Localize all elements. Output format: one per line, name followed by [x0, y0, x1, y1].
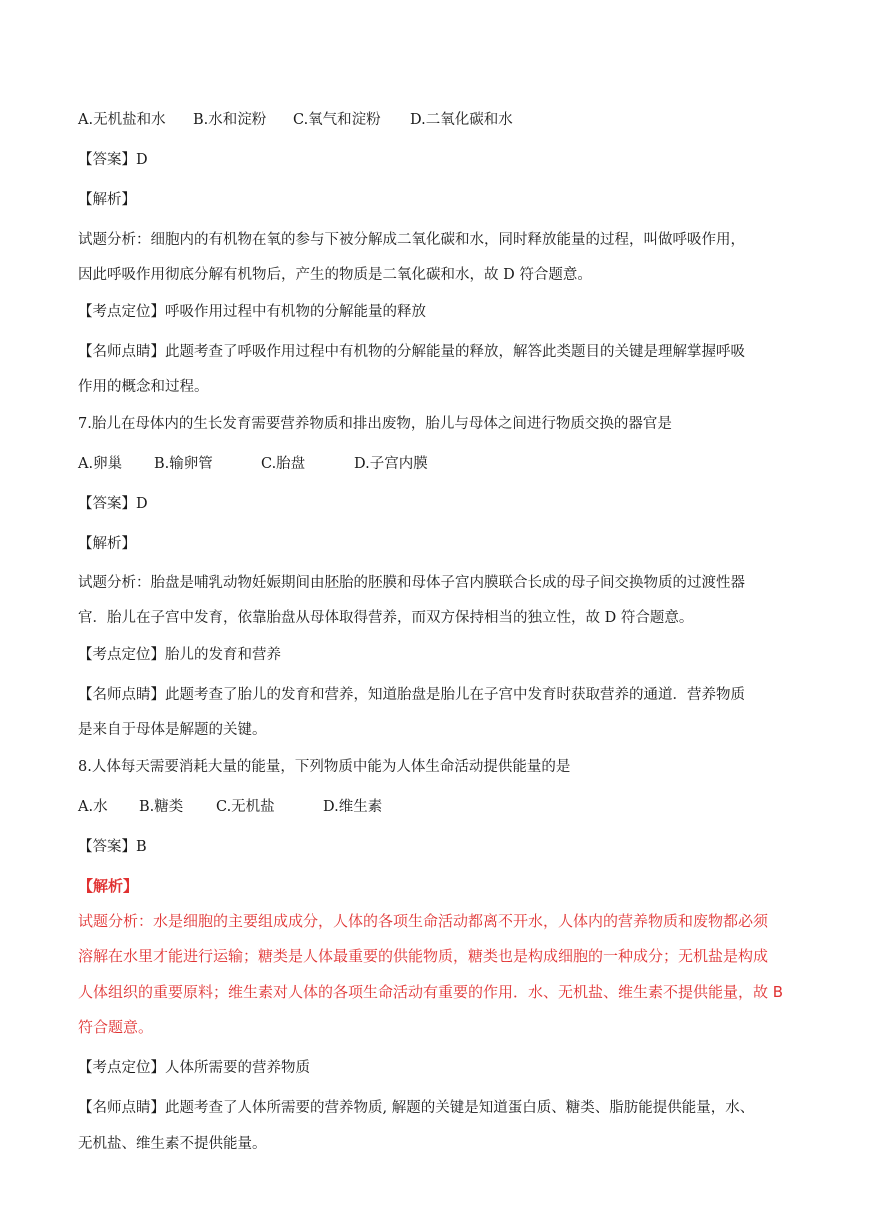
- q8-analysis-line-4: 符合题意。: [78, 1018, 154, 1036]
- q6-analysis-line-1: 试题分析：细胞内的有机物在氧的参与下被分解成二氧化碳和水，同时释放能量的过程，叫做呼吸作用，: [78, 232, 745, 248]
- q6-mingshi-label: 【名师点睛】: [78, 344, 165, 360]
- q7-kaodian: [78, 645, 281, 665]
- q7-mingshi-line-2: 是来自于母体是解题的关键。: [78, 722, 267, 738]
- q8-answer-value: B: [136, 839, 147, 855]
- q8-analysis-line-1: 试题分析：水是细胞的主要组成成分，人体的各项生命活动都离不开水，人体内的营养物质和废物都必须: [78, 912, 769, 930]
- q7-answer: [78, 494, 148, 514]
- q8-option-d: D.维生素: [323, 799, 383, 815]
- q8-kaodian-label: 【考点定位】: [78, 1060, 165, 1076]
- q7-kaodian-label: 【考点定位】: [78, 647, 165, 663]
- q6-kaodian-text: 呼吸作用过程中有机物的分解能量的释放: [165, 304, 426, 320]
- q6-analysis-line-2: 因此呼吸作用彻底分解有机物后，产生的物质是二氧化碳和水，故 D 符合题意。: [78, 267, 592, 283]
- q7-kaodian-text: 胎儿的发育和营养: [165, 647, 281, 663]
- q7-question: 7.胎儿在母体内的生长发育需要营养物质和排出废物，胎儿与母体之间进行物质交换的器官是: [78, 416, 672, 432]
- q7-answer-label: 【答案】: [78, 496, 136, 512]
- q7-mingshi-line-1: 此题考查了胎儿的发育和营养，知道胎盘是胎儿在子宫中发育时获取营养的通道．营养物质: [165, 687, 745, 703]
- q7-analysis-line-1: 试题分析：胎盘是哺乳动物妊娠期间由胚胎的胚膜和母体子宫内膜联合长成的母子间交换物质的过渡性器: [78, 575, 745, 591]
- q6-mingshi: [78, 342, 745, 362]
- q8-mingshi: [78, 1098, 754, 1118]
- q8-mingshi-line-2: 无机盐、维生素不提供能量。: [78, 1136, 267, 1152]
- q6-options: [78, 110, 513, 130]
- q7-option-c: C.胎盘: [261, 456, 306, 472]
- q8-kaodian: [78, 1058, 310, 1078]
- q8-answer-label: 【答案】: [78, 839, 136, 855]
- q8-kaodian-text: 人体所需要的营养物质: [165, 1060, 310, 1076]
- q7-option-a: A.卵巢: [78, 456, 123, 472]
- q6-kaodian: [78, 302, 426, 322]
- q7-mingshi-label: 【名师点睛】: [78, 687, 165, 703]
- q8-answer: [78, 837, 147, 857]
- q8-option-b: B.糖类: [139, 799, 184, 815]
- q7-option-d: D.子宫内膜: [354, 456, 428, 472]
- q8-question: 8.人体每天需要消耗大量的能量，下列物质中能为人体生命活动提供能量的是: [78, 759, 571, 775]
- q7-analysis-line-2: 官．胎儿在子宫中发育，依靠胎盘从母体取得营养，而双方保持相当的独立性，故 D 符合题意。: [78, 610, 694, 626]
- q8-mingshi-label: 【名师点睛】: [78, 1100, 165, 1116]
- q6-option-b: B.水和淀粉: [193, 112, 267, 128]
- q6-analysis-label: 【解析】: [78, 192, 136, 208]
- q8-analysis-line-2: 溶解在水里才能进行运输；糖类是人体最重要的供能物质，糖类也是构成细胞的一种成分；无机盐是构成: [78, 947, 769, 965]
- q8-analysis-label: 【解析】: [78, 877, 139, 895]
- q8-options: [78, 797, 382, 817]
- q6-mingshi-line-2: 作用的概念和过程。: [78, 379, 209, 395]
- q6-answer: [78, 150, 148, 170]
- q7-analysis-label: 【解析】: [78, 536, 136, 552]
- q7-option-b: B.输卵管: [154, 456, 213, 472]
- q6-option-c: C.氧气和淀粉: [293, 112, 381, 128]
- q8-analysis-line-3: 人体组织的重要原料；维生素对人体的各项生命活动有重要的作用．水、无机盐、维生素不提供能量，故 B: [78, 983, 784, 1001]
- q6-mingshi-line-1: 此题考查了呼吸作用过程中有机物的分解能量的释放，解答此类题目的关键是理解掌握呼吸: [165, 344, 745, 360]
- q8-mingshi-line-1: 此题考查了人体所需要的营养物质, 解题的关键是知道蛋白质、糖类、脂肪能提供能量，水、: [165, 1100, 755, 1116]
- q7-answer-value: D: [136, 496, 148, 512]
- q7-options: [78, 454, 428, 474]
- q8-option-c: C.无机盐: [216, 799, 275, 815]
- q6-option-d: D.二氧化碳和水: [410, 112, 513, 128]
- q6-option-a: A.无机盐和水: [78, 112, 166, 128]
- q7-mingshi: [78, 685, 745, 705]
- q6-answer-value: D: [136, 152, 148, 168]
- q8-option-a: A.水: [78, 799, 108, 815]
- q6-kaodian-label: 【考点定位】: [78, 304, 165, 320]
- q6-answer-label: 【答案】: [78, 152, 136, 168]
